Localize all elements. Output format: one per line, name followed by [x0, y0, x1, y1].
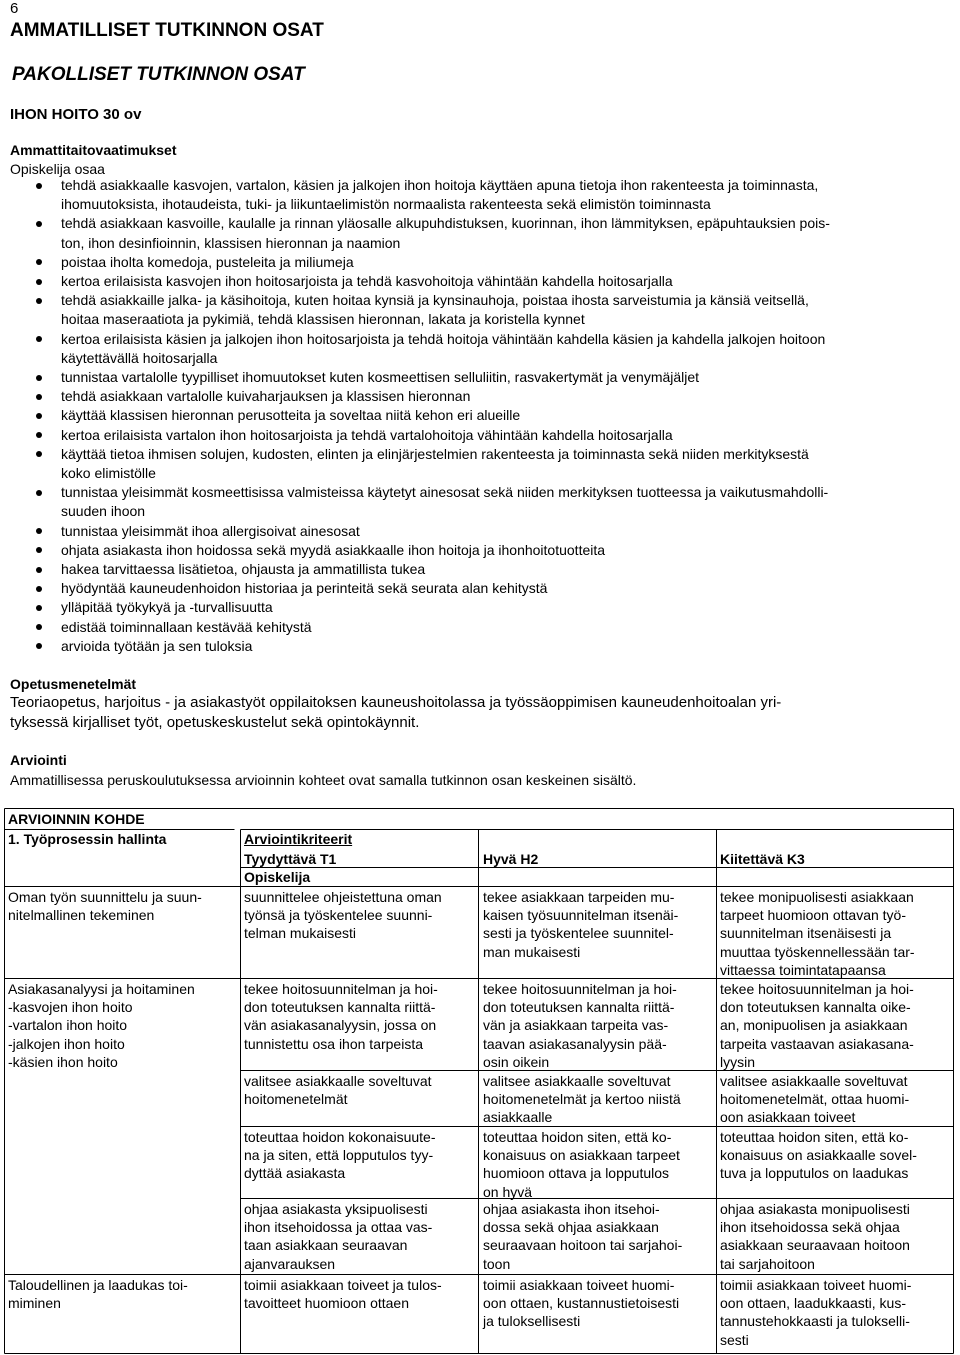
assessment-target: [8, 888, 233, 924]
requirement-item: [0, 253, 960, 272]
criteria-t1: [244, 1072, 476, 1108]
criteria-h2: [483, 1072, 715, 1127]
criteria-k3-line: tarpeita vastaavan asiakasana-: [720, 1035, 914, 1052]
requirement-line: tehdä asiakkaalle kasvojen, vartalon, käsien ja jalkojen ihon hoitoja käyttäen apuna tietoja ihon rakenteesta ja toiminnasta,: [61, 177, 819, 193]
criteria-k3-line: an, monipuolisen ja asiakkaan: [720, 1017, 908, 1034]
criteria-t1: [244, 1276, 476, 1312]
requirement-line: käytettävällä hoitosarjalla: [61, 349, 218, 366]
criteria-t1-line: ohjaa asiakasta yksipuolisesti: [244, 1201, 428, 1217]
level-header: Hyvä H2: [483, 851, 539, 867]
criteria-h2-line: don toteutuksen kannalta riittä-: [483, 999, 675, 1016]
criteria-h2-line: kaisen työsuunnitelman itsenäi-: [483, 907, 679, 924]
requirement-item: [0, 560, 960, 579]
assessment-target-line: -kasvojen ihon hoito: [8, 999, 133, 1016]
criteria-h2-line: toon: [483, 1255, 511, 1272]
assessment-target-line: nitelmallinen tekeminen: [8, 907, 155, 924]
requirement-line: koko elimistölle: [61, 465, 156, 482]
criteria-k3-line: asiakkaan seuraavaan hoitoon: [720, 1237, 910, 1254]
requirements-intro: Opiskelija osaa: [10, 161, 105, 177]
requirement-line: kertoa erilaisista kasvojen ihon hoitosarjoista ja tehdä kasvohoitoja vähintään kahdella hoitosarjalla: [61, 273, 673, 290]
requirement-item: [0, 176, 960, 214]
criteria-k3-line: konaisuus on asiakkaalle sovel-: [720, 1147, 917, 1164]
level-header: Tyydyttävä T1: [244, 851, 337, 867]
requirement-line: tunnistaa yleisimmät kosmeettisissa valmisteissa käytetyt ainesosat sekä niiden merkityksen tuotteessa ja vaikutusmahdolli-: [61, 484, 829, 501]
criteria-t1: [244, 1128, 476, 1183]
criteria-k3-line: muuttaa työskennellessään tar-: [720, 943, 915, 960]
assessment-target-line: miminen: [8, 1295, 61, 1312]
requirement-line: ton, ihon desinfioinnin, klassisen hieronnan ja naamion: [61, 234, 401, 251]
level-header: Kiitettävä K3: [720, 851, 805, 867]
criteria-k3: [720, 1072, 950, 1127]
criteria-k3-line: hoitomenetelmät, ottaa huomi-: [720, 1091, 910, 1108]
requirement-line: tehdä asiakkaille jalka- ja käsihoitoja, kuten hoitaa kynsiä ja kynsinauhoja, poistaa ihosta sarveistumia ja känsiä veitsellä,: [61, 292, 809, 309]
criteria-k3-line: don toteutuksen kannalta oike-: [720, 999, 911, 1016]
requirement-line: hoitaa maseraatiota ja pykimiä, tehdä klassisen hieronnan, lakata ja koristella kynnet: [61, 311, 585, 328]
methods-line: Teoriaopetus, harjoitus - ja asiakastyöt oppilaitoksen kauneushoitolassa ja työssäoppimisen kauneudenhoitoalan yri-: [10, 694, 782, 711]
criteria-h2-line: tekee asiakkaan tarpeiden mu-: [483, 889, 675, 905]
criteria-t1-line: taan asiakkaan seuraavan: [244, 1237, 408, 1254]
criteria-h2: [483, 888, 715, 961]
evaluation-text: Ammatillisessa peruskoulutuksessa arvioinnin kohteet ovat samalla tutkinnon osan keskeinen sisältö.: [10, 772, 637, 788]
criteria-t1-line: telman mukaisesti: [244, 925, 357, 942]
student-label: Opiskelija: [244, 869, 311, 885]
criteria-t1-line: työnsä ja työskentelee suunni-: [244, 907, 433, 924]
criteria-h2: [483, 1128, 715, 1201]
criteria-k3-line: oon asiakkaan toiveet: [720, 1109, 856, 1126]
criteria-t1-line: tavoitteet huomioon ottaen: [244, 1295, 410, 1312]
criteria-h2-line: ohjaa asiakasta ihon itsehoi-: [483, 1201, 660, 1217]
assessment-target-line: Asiakasanalyysi ja hoitaminen: [8, 981, 195, 997]
assessment-target-line: -vartalon ihon hoito: [8, 1017, 128, 1034]
methods-text: [10, 693, 950, 733]
assessment-target: [8, 980, 233, 1071]
criteria-k3-line: tai sarjahoitoon: [720, 1255, 815, 1272]
requirement-line: edistää toiminnallaan kestävää kehitystä: [61, 618, 312, 635]
requirement-item: [0, 426, 960, 445]
requirements-list: [0, 176, 960, 656]
criteria-h2-line: taavan asiakasanalyysin pää-: [483, 1035, 667, 1052]
requirement-line: hyödyntää kauneudenhoidon historiaa ja perinteitä sekä seurata alan kehitystä: [61, 580, 548, 597]
criteria-h2-line: dossa sekä ohjaa asiakkaan: [483, 1219, 659, 1236]
criteria-h2-line: ja tuloksellisesti: [483, 1313, 581, 1330]
requirement-line: kertoa erilaisista vartalon ihon hoitosarjoista ja tehdä vartalohoitoja vähintään kahdella hoitosarjalla: [61, 426, 673, 443]
requirement-line: tehdä asiakkaan vartalolle kuivaharjauksen ja klassisen hieronnan: [61, 388, 471, 405]
criteria-k3-line: oon ottaen, laadukkaasti, kus-: [720, 1295, 907, 1312]
criteria-k3-line: toimii asiakkaan toiveet huomi-: [720, 1277, 912, 1293]
methods-heading: Opetusmenetelmät: [10, 676, 137, 692]
criteria-k3: [720, 1128, 950, 1183]
requirement-item: [0, 291, 960, 329]
requirement-line: tunnistaa vartalolle tyypilliset ihomuutokset kuten kosmeettisen selluliitin, rasvakertymät ja venymäjäljet: [61, 369, 700, 386]
criteria-t1-line: dyttää asiakasta: [244, 1165, 346, 1182]
requirement-item: [0, 618, 960, 637]
requirement-item: [0, 330, 960, 368]
assessment-target-line: -jalkojen ihon hoito: [8, 1035, 125, 1052]
requirement-item: [0, 598, 960, 617]
criteria-k3-line: suunnitelman itsenäisesti ja: [720, 925, 892, 942]
criteria-t1-line: toteuttaa hoidon kokonaisuute-: [244, 1129, 436, 1145]
criteria-t1: [244, 1200, 476, 1273]
requirement-line: suuden ihoon: [61, 503, 146, 520]
criteria-k3: [720, 980, 950, 1071]
assessment-target: [8, 1276, 233, 1312]
requirement-line: ylläpitää työkykyä ja -turvallisuutta: [61, 599, 273, 616]
requirement-line: käyttää tietoa ihmisen solujen, kudosten, elinten ja elinjärjestelmien rakenteesta ja toiminnasta sekä niiden merkityksestä: [61, 445, 809, 462]
criteria-t1-line: suunnittelee ohjeistettuna oman: [244, 889, 442, 905]
criteria-h2: [483, 980, 715, 1071]
requirement-line: arvioida työtään ja sen tuloksia: [61, 637, 253, 654]
criteria-h2-line: asiakkaalle: [483, 1109, 553, 1126]
evaluation-table: [4, 808, 954, 1354]
criteria-k3-line: ihon itsehoidossa sekä ohjaa: [720, 1219, 900, 1236]
criteria-k3: [720, 1276, 950, 1349]
requirement-item: [0, 579, 960, 598]
requirement-line: tunnistaa yleisimmät ihoa allergisoivat ainesosat: [61, 522, 360, 539]
criteria-k3-line: tekee monipuolisesti asiakkaan: [720, 889, 914, 905]
requirement-line: poistaa iholta komedoja, pusteleita ja miliumeja: [61, 253, 354, 270]
criteria-k3-line: tannustehokkaasti ja tulokselli-: [720, 1313, 910, 1330]
evaluation-table-cells: [4, 808, 954, 1354]
criteria-heading: Arviointikriteerit: [244, 831, 353, 847]
criteria-h2-line: man mukaisesti: [483, 943, 581, 960]
document-subtitle: PAKOLLISET TUTKINNON OSAT: [12, 64, 305, 85]
criteria-h2-line: osin oikein: [483, 1053, 550, 1070]
criteria-k3-line: valitsee asiakkaalle soveltuvat: [720, 1073, 908, 1089]
requirement-item: [0, 445, 960, 483]
criteria-k3: [720, 888, 950, 979]
requirement-item: [0, 483, 960, 521]
criteria-k3-line: lyysin: [720, 1053, 756, 1070]
criteria-t1-line: toimii asiakkaan toiveet ja tulos-: [244, 1277, 442, 1293]
criteria-h2-line: sesti ja työskentelee suunnitel-: [483, 925, 674, 942]
evaluation-heading: Arviointi: [10, 752, 67, 768]
criteria-h2-line: seuraavaan hoitoon tai sarjahoi-: [483, 1237, 683, 1254]
table-section: 1. Työprosessin hallinta: [8, 831, 167, 847]
criteria-k3: [720, 1200, 950, 1273]
criteria-h2-line: valitsee asiakkaalle soveltuvat: [483, 1073, 671, 1089]
criteria-h2-line: toteuttaa hoidon siten, että ko-: [483, 1129, 672, 1145]
criteria-h2-line: vän ja asiakkaan tarpeita vas-: [483, 1017, 669, 1034]
requirement-line: ihomuutoksista, ihotaudeista, tuki- ja liikuntaelimistön normaalista rakenteesta sekä elimistön toiminnasta: [61, 196, 711, 213]
criteria-t1-line: tunnistettu osa ihon tarpeista: [244, 1035, 424, 1052]
requirement-item: [0, 522, 960, 541]
criteria-k3-line: ohjaa asiakasta monipuolisesti: [720, 1201, 910, 1217]
assessment-target-line: -käsien ihon hoito: [8, 1053, 118, 1070]
criteria-t1-line: don toteutuksen kannalta riittä-: [244, 999, 436, 1016]
requirement-line: ohjata asiakasta ihon hoidossa sekä myydä asiakkaalle ihon hoitoja ja ihonhoitotuotteita: [61, 541, 606, 558]
requirements-heading: Ammattitaitovaatimukset: [10, 142, 177, 158]
page-number: 6: [10, 0, 19, 17]
requirement-item: [0, 214, 960, 252]
criteria-k3-line: toteuttaa hoidon siten, että ko-: [720, 1129, 909, 1145]
criteria-h2-line: hoitomenetelmät ja kertoo niistä: [483, 1091, 681, 1108]
criteria-k3-line: tekee hoitosuunnitelman ja hoi-: [720, 981, 914, 997]
requirement-item: [0, 541, 960, 560]
document-title: AMMATILLISET TUTKINNON OSAT: [10, 20, 324, 41]
criteria-h2-line: toimii asiakkaan toiveet huomi-: [483, 1277, 675, 1293]
criteria-h2-line: on hyvä: [483, 1183, 533, 1200]
assessment-target-line: Oman työn suunnittelu ja suun-: [8, 889, 202, 905]
methods-line: tyksessä kirjalliset työt, opetuskeskustelut sekä opintokäynnit.: [10, 714, 420, 731]
requirement-item: [0, 272, 960, 291]
criteria-h2-line: huomioon ottava ja lopputulos: [483, 1165, 670, 1182]
criteria-k3-line: tuva ja lopputulos on laadukas: [720, 1165, 909, 1182]
requirement-item: [0, 368, 960, 387]
criteria-t1-line: valitsee asiakkaalle soveltuvat: [244, 1073, 432, 1089]
criteria-t1-line: tekee hoitosuunnitelman ja hoi-: [244, 981, 438, 997]
criteria-t1-line: ajanvarauksen: [244, 1255, 336, 1272]
criteria-h2: [483, 1200, 715, 1273]
criteria-t1-line: na ja siten, että lopputulos tyy-: [244, 1147, 434, 1164]
requirement-line: käyttää klassisen hieronnan perusotteita ja soveltaa niitä kehon eri alueille: [61, 407, 521, 424]
assessment-target-line: Taloudellinen ja laadukas toi-: [8, 1277, 188, 1293]
criteria-k3-line: vittaessa toimintatapaansa: [720, 961, 886, 978]
module-title: IHON HOITO 30 ov: [10, 106, 142, 123]
table-heading: ARVIOINNIN KOHDE: [8, 811, 145, 827]
criteria-k3-line: sesti: [720, 1331, 749, 1348]
criteria-t1: [244, 888, 476, 943]
criteria-h2-line: konaisuus on asiakkaan tarpeet: [483, 1147, 680, 1164]
requirement-item: [0, 637, 960, 656]
requirement-line: hakea tarvittaessa lisätietoa, ohjausta ja ammatillista tukea: [61, 561, 426, 578]
criteria-t1-line: hoitomenetelmät: [244, 1091, 348, 1108]
requirement-item: [0, 387, 960, 406]
criteria-h2-line: oon ottaen, kustannustietoisesti: [483, 1295, 680, 1312]
requirement-line: tehdä asiakkaan kasvoille, kaulalle ja rinnan yläosalle alkupuhdistuksen, kuorinnan, ihon lämmityksen, epäpuhtauksien pois-: [61, 215, 830, 232]
criteria-t1: [244, 980, 476, 1053]
criteria-t1-line: ihon itsehoidossa ja ottaa vas-: [244, 1219, 433, 1236]
criteria-h2-line: tekee hoitosuunnitelman ja hoi-: [483, 981, 677, 997]
requirement-line: kertoa erilaisista käsien ja jalkojen ihon hoitosarjoista ja tehdä hoitoja vähintään kahdella käsien ja kahdella jalkojen hoitoon: [61, 330, 826, 347]
criteria-h2: [483, 1276, 715, 1331]
criteria-k3-line: tarpeet huomioon ottavan työ-: [720, 907, 907, 924]
requirement-item: [0, 406, 960, 425]
criteria-t1-line: vän asiakasanalyysin, jossa on: [244, 1017, 437, 1034]
